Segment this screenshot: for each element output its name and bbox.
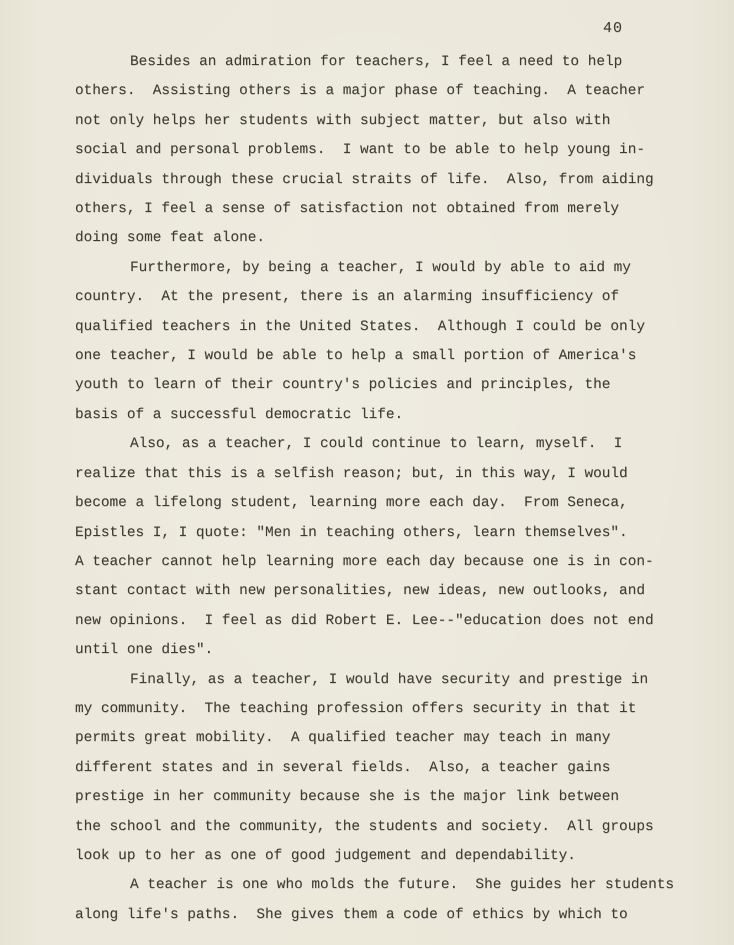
text-line: others. Assisting others is a major phase of teaching. A teacher — [75, 83, 645, 100]
paragraph — [75, 871, 705, 930]
text-line: Finally, as a teacher, I would have security and prestige in — [130, 671, 649, 688]
page-number: 40 — [603, 20, 624, 37]
text-line: social and personal problems. I want to be able to help young in- — [75, 142, 645, 159]
text-line: A teacher cannot help learning more each day because one is in con- — [75, 553, 654, 570]
text-line: realize that this is a selfish reason; but, in this way, I would — [75, 465, 628, 482]
text-line: permits great mobility. A qualified teacher may teach in many — [75, 730, 611, 747]
text-line: new opinions. I feel as did Robert E. Lee--"education does not end — [75, 612, 654, 629]
text-line: others, I feel a sense of satisfaction not obtained from merely — [75, 201, 620, 218]
text-line: the school and the community, the students and society. All groups — [75, 818, 654, 835]
text-line: not only helps her students with subject matter, but also with — [75, 112, 611, 129]
paragraph — [75, 254, 705, 430]
text-line: become a lifelong student, learning more each day. From Seneca, — [75, 495, 628, 512]
text-line: Furthermore, by being a teacher, I would by able to aid my — [130, 259, 631, 276]
text-line: dividuals through these crucial straits of life. Also, from aiding — [75, 171, 654, 188]
paragraph — [75, 666, 705, 872]
text-line: one teacher, I would be able to help a small portion of America's — [75, 348, 637, 365]
text-line: doing some feat alone. — [75, 230, 265, 247]
text-line: qualified teachers in the United States. Although I could be only — [75, 318, 645, 335]
text-line: my community. The teaching profession offers security in that it — [75, 700, 637, 717]
text-line: along life's paths. She gives them a code of ethics by which to — [75, 906, 628, 923]
text-line: stant contact with new personalities, new ideas, new outlooks, and — [75, 583, 645, 600]
paragraph — [75, 48, 705, 254]
paragraph — [75, 430, 705, 665]
text-line: until one dies". — [75, 642, 214, 659]
text-line: youth to learn of their country's policies and principles, the — [75, 377, 611, 394]
text-line: different states and in several fields. Also, a teacher gains — [75, 759, 611, 776]
document-body — [75, 48, 705, 930]
text-line: basis of a successful democratic life. — [75, 406, 404, 423]
text-line: country. At the present, there is an alarming insufficiency of — [75, 289, 620, 306]
text-line: prestige in her community because she is the major link between — [75, 789, 620, 806]
text-line: Besides an admiration for teachers, I feel a need to help — [130, 54, 623, 70]
text-line: Also, as a teacher, I could continue to learn, myself. I — [130, 436, 623, 453]
text-line: Epistles I, I quote: "Men in teaching others, learn themselves". — [75, 524, 628, 541]
text-line: A teacher is one who molds the future. She guides her students — [130, 877, 675, 894]
text-line: look up to her as one of good judgement and dependability. — [75, 847, 576, 864]
